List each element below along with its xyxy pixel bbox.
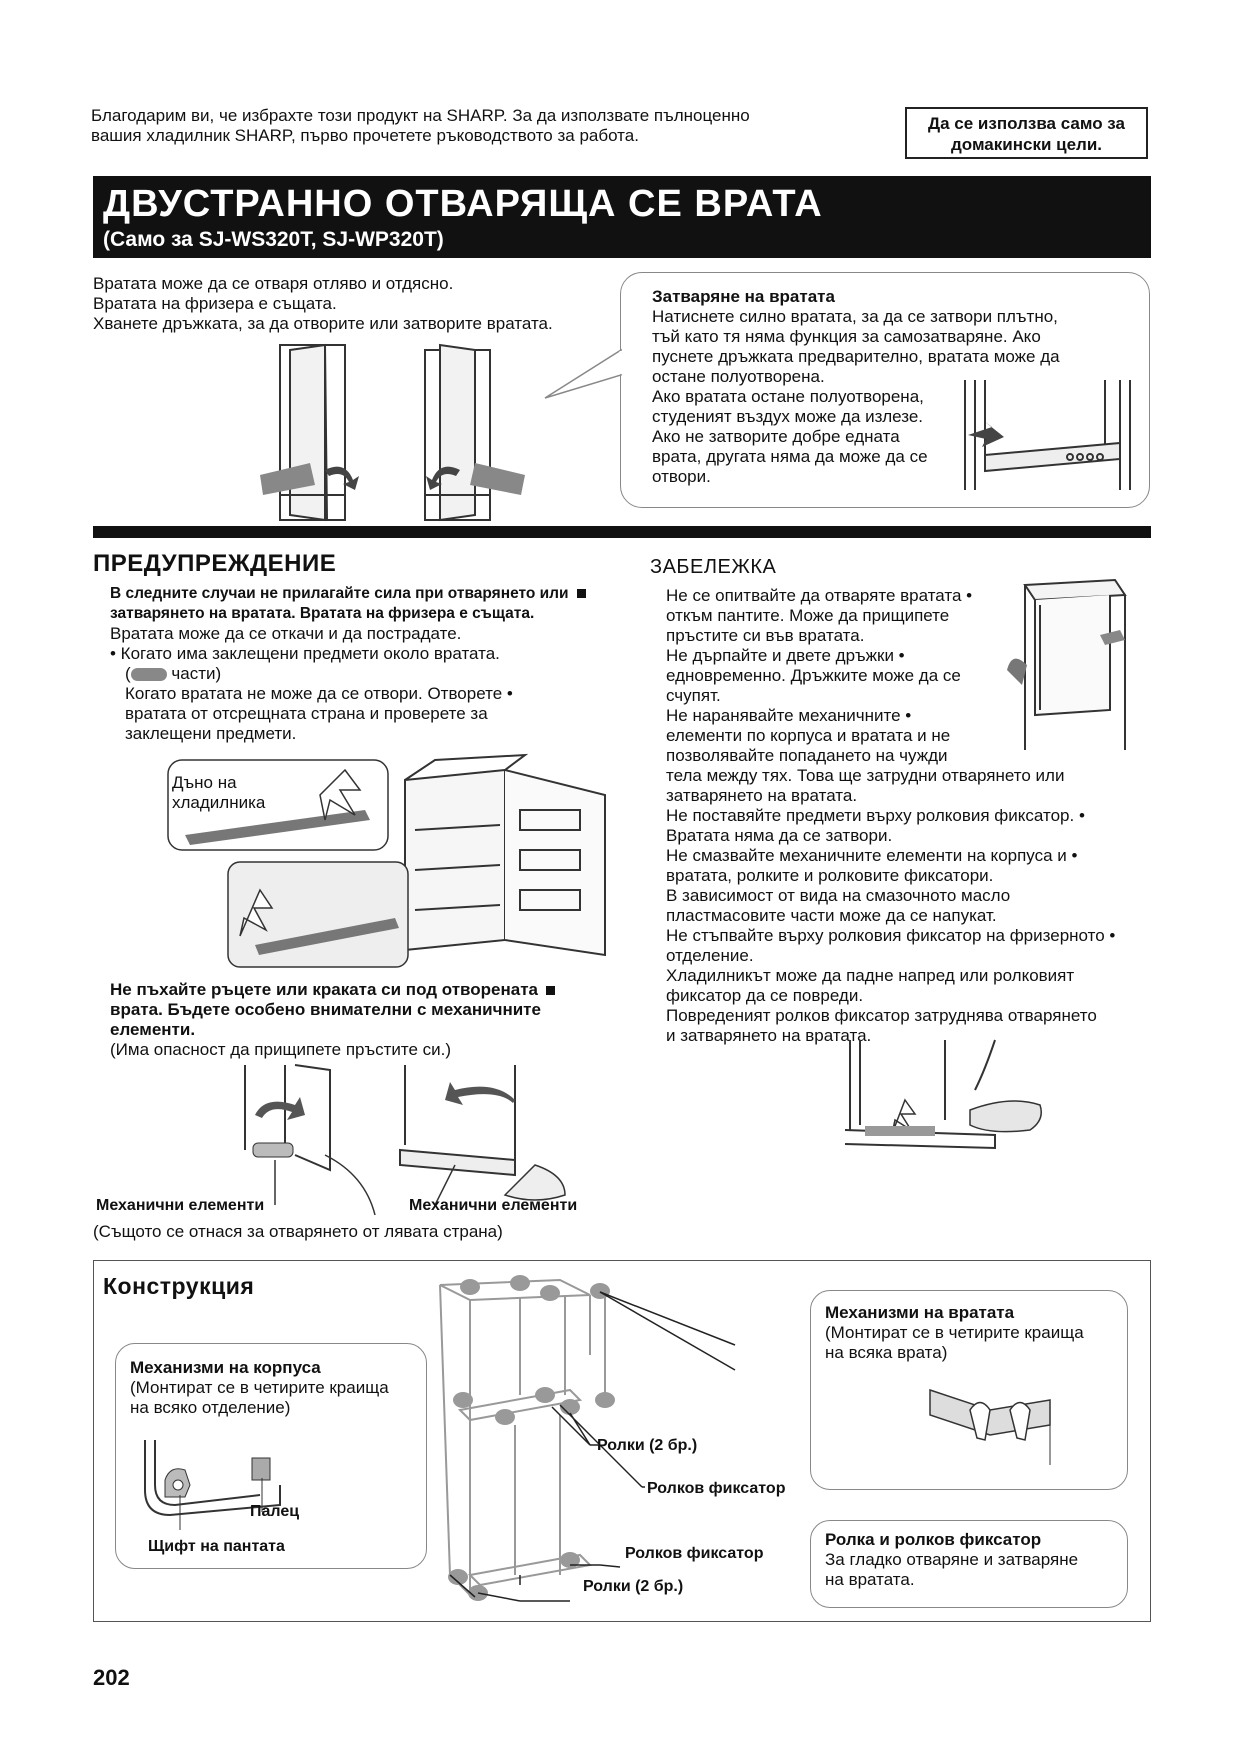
note-line: Не дърпайте и двете дръжки • bbox=[666, 646, 905, 665]
section-divider bbox=[93, 526, 1151, 538]
warning-heading: ПРЕДУПРЕЖДЕНИЕ bbox=[93, 550, 337, 577]
door-opening-illustration bbox=[255, 345, 575, 525]
warning-line: заклещени предмети. bbox=[125, 724, 297, 743]
rollers-label: Ролки (2 бр.) bbox=[597, 1437, 698, 1454]
note-line: позволявайте попадането на чужди bbox=[666, 746, 948, 765]
fridge-bottom-label bbox=[172, 773, 265, 813]
fridge-bottom-line: Дъно на bbox=[172, 773, 237, 792]
door-closing-title: Затваряне на вратата bbox=[652, 287, 835, 306]
door-intro-line: Хванете дръжката, за да отворите или затворите вратата. bbox=[93, 314, 553, 333]
door-closing-illustration bbox=[960, 375, 1135, 495]
rollers-label: Ролки (2 бр.) bbox=[583, 1578, 684, 1595]
roller-info-line: За гладко отваряне и затваряне bbox=[825, 1550, 1079, 1569]
closing-line: остане полуотворена. bbox=[652, 367, 825, 386]
bullet-square-icon bbox=[546, 986, 555, 995]
hinge-pin-label: Щифт на пантата bbox=[148, 1538, 285, 1555]
closing-line: Ако вратата остане полуотворена, bbox=[652, 387, 924, 406]
roller-info-line: на вратата. bbox=[825, 1570, 915, 1589]
note-line: Не стъпвайте върху ролковия фиксатор на фризерното • bbox=[666, 926, 1116, 945]
warning-bold-line: Не пъхайте ръцете или краката си под отворената bbox=[110, 980, 538, 999]
note-line: елементи по корпуса и вратата и не bbox=[666, 726, 951, 745]
hand-foot-caution-illustration bbox=[235, 1065, 615, 1215]
note-line: откъм пантите. Може да прищипете bbox=[666, 606, 950, 625]
domestic-line-1: Да се използва само за bbox=[928, 114, 1125, 133]
finger-label: Палец bbox=[250, 1503, 300, 1520]
note-heading: ЗАБЕЛЕЖКА bbox=[650, 556, 777, 578]
closing-line: пуснете дръжката предварително, вратата може да bbox=[652, 347, 1060, 366]
warning-text bbox=[110, 584, 620, 744]
hinge-pin-illustration bbox=[140, 1440, 300, 1540]
domestic-use-box bbox=[905, 107, 1148, 159]
warning-line: • Когато има заклещени предмети около вратата. bbox=[110, 644, 500, 663]
note-line: пластмасовите части може да се напукат. bbox=[666, 906, 997, 925]
roller-lock-label: Ролков фиксатор bbox=[647, 1480, 786, 1497]
closing-line: тъй като тя няма функция за самозатваряне. Ако bbox=[652, 327, 1041, 346]
construction-heading: Конструкция bbox=[103, 1273, 255, 1299]
note-line: затварянето на вратата. bbox=[666, 786, 858, 805]
roller-lock-label: Ролков фиксатор bbox=[625, 1545, 764, 1562]
warning-bold-line: елементи. bbox=[110, 1020, 196, 1039]
bullet-square-icon bbox=[577, 589, 586, 598]
warning-parts-label: части) bbox=[166, 664, 222, 683]
roller-info-title: Ролка и ролков фиксатор bbox=[825, 1530, 1042, 1549]
warning-bold-line: врата. Бъдете особено внимателни с механичните bbox=[110, 1000, 541, 1019]
note-line: пръстите си във вратата. bbox=[666, 626, 865, 645]
warning-bold-line: В следните случаи не прилагайте сила при отварянето или bbox=[110, 585, 569, 602]
warning-line: Вратата може да се откачи и да пострадате. bbox=[110, 624, 462, 643]
page-number: 202 bbox=[93, 1665, 130, 1690]
note-line: едновременно. Дръжките може да се bbox=[666, 666, 961, 685]
mechanical-elements-label: Механични елементи bbox=[409, 1197, 578, 1214]
warning-line: (Има опасност да прищипете пръстите си.) bbox=[110, 1040, 452, 1059]
note-line: тела между тях. Това ще затрудни отварянето или bbox=[666, 766, 1065, 785]
mechanical-elements-label: Механични елементи bbox=[96, 1197, 265, 1214]
intro-text bbox=[91, 106, 871, 146]
note-line: Хладилникът може да падне напред или ролковият bbox=[666, 966, 1075, 985]
step-caution-illustration bbox=[845, 1040, 1115, 1150]
warning-line: Когато вратата не може да се отвори. Отворете • bbox=[125, 684, 513, 703]
roller-info-text bbox=[825, 1530, 1125, 1590]
fridge-bottom-line: хладилника bbox=[172, 793, 266, 812]
callout-pointer bbox=[545, 350, 625, 410]
note-line: вратата, ролките и ролковите фиксатори. bbox=[666, 866, 994, 885]
closing-line: студеният въздух може да излезе. bbox=[652, 407, 924, 426]
left-side-note: (Същото се отнася за отварянето от лявата страна) bbox=[93, 1222, 503, 1241]
domestic-line-2: домакински цели. bbox=[951, 135, 1102, 154]
note-line: Не се опитвайте да отваряте вратата • bbox=[666, 586, 973, 605]
note-line: отделение. bbox=[666, 946, 754, 965]
door-intro-line: Вратата на фризера е същата. bbox=[93, 294, 337, 313]
note-line: и затварянето на вратата. bbox=[666, 1026, 872, 1045]
note-line: Вратата няма да се затвори. bbox=[666, 826, 893, 845]
note-line: Не поставяйте предмети върху ролковия фиксатор. • bbox=[666, 806, 1085, 825]
door-intro bbox=[93, 274, 613, 334]
closing-line: Ако не затворите добре едната bbox=[652, 427, 900, 446]
body-mechanism-line: на всяко отделение) bbox=[130, 1398, 291, 1417]
warning-line: вратата от отсрещната страна и проверете за bbox=[125, 704, 488, 723]
intro-line-2: вашия хладилник SHARP, първо прочетете ръководството за работа. bbox=[91, 126, 639, 145]
warning-bold-line: затварянето на вратата. Вратата на фризера е същата. bbox=[110, 605, 535, 622]
door-mechanism-line: (Монтират се в четирите краища bbox=[825, 1323, 1084, 1342]
door-intro-line: Вратата може да се отваря отляво и отдясно. bbox=[93, 274, 454, 293]
door-mechanism-illustration bbox=[920, 1370, 1060, 1470]
paren: ( bbox=[125, 664, 131, 683]
note-line: В зависимост от вида на смазочното масло bbox=[666, 886, 1011, 905]
body-mechanism-title: Механизми на корпуса bbox=[130, 1358, 321, 1377]
note-line: Не смазвайте механичните елементи на корпуса и • bbox=[666, 846, 1078, 865]
title-banner bbox=[93, 176, 1151, 258]
closing-line: Натиснете силно вратата, за да се затвори плътно, bbox=[652, 307, 1058, 326]
door-mechanism-text bbox=[825, 1303, 1125, 1363]
body-mechanism-text bbox=[130, 1358, 425, 1418]
page-title: ДВУСТРАННО ОТВАРЯЩА СЕ ВРАТА bbox=[103, 183, 823, 225]
door-mechanism-title: Механизми на вратата bbox=[825, 1303, 1015, 1322]
hinge-side-illustration bbox=[1005, 575, 1140, 755]
warning-hands-text bbox=[110, 980, 620, 1060]
note-line: счупят. bbox=[666, 686, 721, 705]
closing-line: врата, другата няма да може да се bbox=[652, 447, 928, 466]
intro-line-1: Благодарим ви, че избрахте този продукт на SHARP. За да използвате пълноценно bbox=[91, 106, 750, 125]
note-line: фиксатор да се повреди. bbox=[666, 986, 864, 1005]
body-mechanism-line: (Монтират се в четирите краища bbox=[130, 1378, 389, 1397]
closing-line: отвори. bbox=[652, 467, 711, 486]
note-line: Не наранявайте механичните • bbox=[666, 706, 912, 725]
gray-parts-icon bbox=[131, 668, 167, 681]
door-mechanism-line: на всяка врата) bbox=[825, 1343, 948, 1362]
page-subtitle: (Само за SJ-WS320T, SJ-WP320T) bbox=[103, 228, 444, 251]
note-line: Повреденият ролков фиксатор затруднява отварянето bbox=[666, 1006, 1097, 1025]
